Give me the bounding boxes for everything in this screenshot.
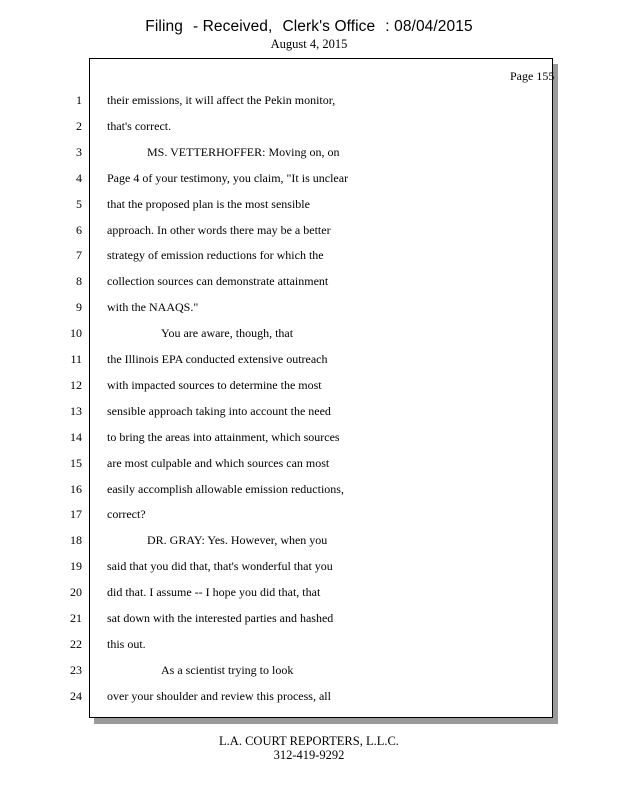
transcript-line: correct?	[107, 507, 146, 521]
line-number: 18	[70, 533, 82, 547]
reporter-company: L.A. COURT REPORTERS, L.L.C.	[219, 734, 399, 748]
filing-office-word: Office	[334, 18, 376, 35]
line-number: 1	[76, 93, 82, 107]
transcript-line: with impacted sources to determine the most	[107, 378, 322, 392]
line-number: 16	[70, 482, 82, 496]
line-number: 14	[70, 430, 82, 444]
transcript-line: sensible approach taking into account the need	[107, 404, 331, 418]
line-number: 17	[70, 507, 82, 521]
line-number: 13	[70, 404, 82, 418]
line-number: 11	[70, 352, 82, 366]
filing-stamp	[0, 18, 618, 36]
line-number: 6	[76, 223, 82, 237]
transcript-line: You are aware, though, that	[161, 326, 294, 340]
transcript-line: that the proposed plan is the most sensible	[107, 197, 310, 211]
line-number: 24	[70, 689, 82, 703]
transcript-line: this out.	[107, 637, 146, 651]
line-number: 23	[70, 663, 82, 677]
line-number: 21	[70, 611, 82, 625]
filing-separator: :	[385, 18, 390, 35]
line-number: 5	[76, 197, 82, 211]
transcript-line: said that you did that, that's wonderful that you	[107, 559, 333, 573]
line-number: 12	[70, 378, 82, 392]
line-number: 22	[70, 637, 82, 651]
line-number: 3	[76, 145, 82, 159]
page-number: Page 155	[510, 69, 555, 83]
transcript-line: their emissions, it will affect the Pekin monitor,	[107, 93, 336, 107]
transcript-line: Page 4 of your testimony, you claim, "It is unclear	[107, 171, 349, 185]
reporter-phone: 312-419-9292	[273, 748, 345, 762]
transcript-line: that's correct.	[107, 119, 172, 133]
transcript-line: approach. In other words there may be a better	[107, 223, 331, 237]
transcript-line: with the NAAQS."	[107, 300, 199, 314]
line-number: 9	[76, 300, 82, 314]
transcript-line: collection sources can demonstrate attainment	[107, 274, 329, 288]
transcript-line: over your shoulder and review this process, all	[107, 689, 331, 703]
transcript-line: to bring the areas into attainment, which sources	[107, 430, 340, 444]
line-number: 7	[76, 248, 82, 262]
line-number: 20	[70, 585, 82, 599]
transcript-line: sat down with the interested parties and hashed	[107, 611, 334, 625]
transcript-line: MS. VETTERHOFFER: Moving on, on	[147, 145, 340, 159]
transcript-line: did that. I assume -- I hope you did that, that	[107, 585, 321, 599]
transcript-line: As a scientist trying to look	[161, 663, 294, 677]
filing-label: Filing	[145, 18, 183, 35]
line-number: 2	[76, 119, 82, 133]
filing-date: 08/04/2015	[394, 18, 473, 35]
filing-status: - Received,	[192, 18, 273, 35]
filing-office: Clerk's	[282, 18, 331, 35]
transcript-line: are most culpable and which sources can most	[107, 456, 330, 470]
line-number: 10	[70, 326, 82, 340]
hearing-date: August 4, 2015	[270, 37, 348, 51]
transcript-line: easily accomplish allowable emission reductions,	[107, 482, 344, 496]
line-number: 8	[76, 274, 82, 288]
line-number: 4	[76, 171, 82, 185]
line-number: 19	[70, 559, 82, 573]
transcript-line: the Illinois EPA conducted extensive outreach	[107, 352, 328, 366]
transcript-line: DR. GRAY: Yes. However, when you	[147, 533, 328, 547]
transcript-line: strategy of emission reductions for which the	[107, 248, 324, 262]
line-number: 15	[70, 456, 82, 470]
